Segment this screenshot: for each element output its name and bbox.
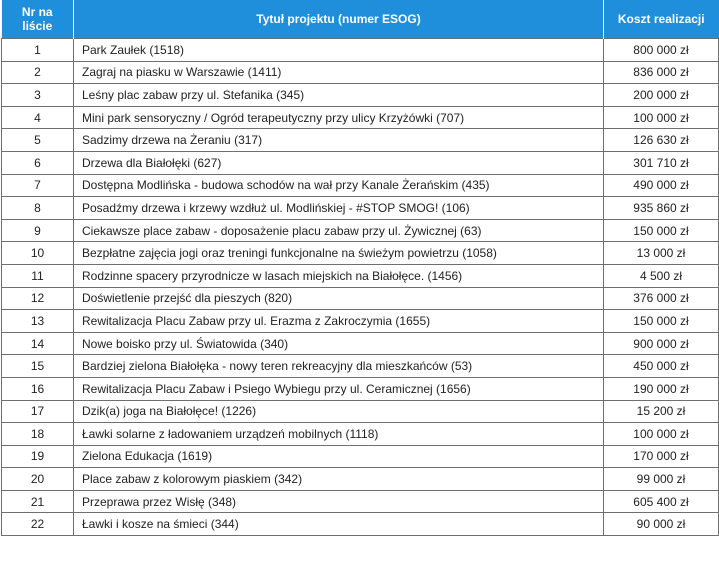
row-number: 7 [2, 174, 74, 197]
row-number: 4 [2, 106, 74, 129]
table-row [2, 264, 719, 287]
row-title: Nowe boisko przy ul. Światowida (340) [74, 332, 604, 355]
row-title: Drzewa dla Białołęki (627) [74, 151, 604, 174]
row-number: 20 [2, 468, 74, 491]
row-cost: 200 000 zł [604, 84, 719, 107]
row-number: 22 [2, 513, 74, 536]
table-row [2, 377, 719, 400]
table-row [2, 445, 719, 468]
table-row [2, 106, 719, 129]
row-title: Park Zaułek (1518) [74, 39, 604, 62]
header-nr-line1: Nr na [21, 5, 53, 19]
table-row [2, 490, 719, 513]
row-title: Dostępna Modlińska - budowa schodów na wał przy Kanale Żerańskim (435) [74, 174, 604, 197]
table-header [2, 0, 719, 39]
row-cost: 450 000 zł [604, 355, 719, 378]
table-body [2, 39, 719, 536]
row-cost: 190 000 zł [604, 377, 719, 400]
row-number: 3 [2, 84, 74, 107]
row-number: 8 [2, 197, 74, 220]
table-row [2, 84, 719, 107]
row-cost: 935 860 zł [604, 197, 719, 220]
table-row [2, 310, 719, 333]
row-number: 12 [2, 287, 74, 310]
table-row [2, 61, 719, 84]
row-number: 15 [2, 355, 74, 378]
header-title: Tytuł projektu (numer ESOG) [74, 0, 604, 39]
row-title: Zagraj na piasku w Warszawie (1411) [74, 61, 604, 84]
row-number: 2 [2, 61, 74, 84]
row-cost: 900 000 zł [604, 332, 719, 355]
row-title: Bezpłatne zajęcia jogi oraz treningi funkcjonalne na świeżym powietrzu (1058) [74, 242, 604, 265]
row-number: 16 [2, 377, 74, 400]
table-row [2, 39, 719, 62]
table-row [2, 219, 719, 242]
row-cost: 490 000 zł [604, 174, 719, 197]
row-number: 5 [2, 129, 74, 152]
row-title: Rewitalizacja Placu Zabaw przy ul. Erazma z Zakroczymia (1655) [74, 310, 604, 333]
table-row [2, 242, 719, 265]
row-number: 18 [2, 423, 74, 446]
table-row [2, 513, 719, 536]
row-cost: 13 000 zł [604, 242, 719, 265]
row-title: Rodzinne spacery przyrodnicze w lasach miejskich na Białołęce. (1456) [74, 264, 604, 287]
table-row [2, 423, 719, 446]
row-number: 13 [2, 310, 74, 333]
row-title: Przeprawa przez Wisłę (348) [74, 490, 604, 513]
row-cost: 100 000 zł [604, 106, 719, 129]
row-number: 19 [2, 445, 74, 468]
row-number: 11 [2, 264, 74, 287]
row-number: 1 [2, 39, 74, 62]
row-title: Rewitalizacja Placu Zabaw i Psiego Wybiegu przy ul. Ceramicznej (1656) [74, 377, 604, 400]
row-cost: 605 400 zł [604, 490, 719, 513]
row-number: 17 [2, 400, 74, 423]
projects-table [1, 0, 719, 536]
table-row [2, 332, 719, 355]
table-row [2, 174, 719, 197]
row-title: Doświetlenie przejść dla pieszych (820) [74, 287, 604, 310]
row-cost: 301 710 zł [604, 151, 719, 174]
row-cost: 800 000 zł [604, 39, 719, 62]
header-row [2, 0, 719, 39]
header-nr [2, 0, 74, 39]
header-nr-line2: liście [22, 19, 53, 33]
row-number: 6 [2, 151, 74, 174]
row-number: 9 [2, 219, 74, 242]
row-title: Ławki solarne z ładowaniem urządzeń mobilnych (1118) [74, 423, 604, 446]
row-title: Ciekawsze place zabaw - doposażenie placu zabaw przy ul. Żywicznej (63) [74, 219, 604, 242]
table-row [2, 129, 719, 152]
row-title: Place zabaw z kolorowym piaskiem (342) [74, 468, 604, 491]
row-title: Sadzimy drzewa na Żeraniu (317) [74, 129, 604, 152]
table-row [2, 355, 719, 378]
table-row [2, 287, 719, 310]
row-title: Leśny plac zabaw przy ul. Stefanika (345) [74, 84, 604, 107]
row-title: Zielona Edukacja (1619) [74, 445, 604, 468]
row-cost: 376 000 zł [604, 287, 719, 310]
row-cost: 170 000 zł [604, 445, 719, 468]
row-title: Dzik(a) joga na Białołęce! (1226) [74, 400, 604, 423]
table-row [2, 468, 719, 491]
row-cost: 150 000 zł [604, 219, 719, 242]
row-title: Mini park sensoryczny / Ogród terapeutyczny przy ulicy Krzyżówki (707) [74, 106, 604, 129]
row-cost: 126 630 zł [604, 129, 719, 152]
row-cost: 4 500 zł [604, 264, 719, 287]
row-number: 21 [2, 490, 74, 513]
row-cost: 100 000 zł [604, 423, 719, 446]
row-cost: 15 200 zł [604, 400, 719, 423]
row-cost: 150 000 zł [604, 310, 719, 333]
row-number: 14 [2, 332, 74, 355]
table-row [2, 197, 719, 220]
table-row [2, 151, 719, 174]
row-title: Bardziej zielona Białołęka - nowy teren rekreacyjny dla mieszkańców (53) [74, 355, 604, 378]
table-row [2, 400, 719, 423]
row-cost: 99 000 zł [604, 468, 719, 491]
header-cost: Koszt realizacji [604, 0, 719, 39]
row-number: 10 [2, 242, 74, 265]
row-cost: 90 000 zł [604, 513, 719, 536]
row-cost: 836 000 zł [604, 61, 719, 84]
row-title: Posadźmy drzewa i krzewy wzdłuż ul. Modlińskiej - #STOP SMOG! (106) [74, 197, 604, 220]
row-title: Ławki i kosze na śmieci (344) [74, 513, 604, 536]
